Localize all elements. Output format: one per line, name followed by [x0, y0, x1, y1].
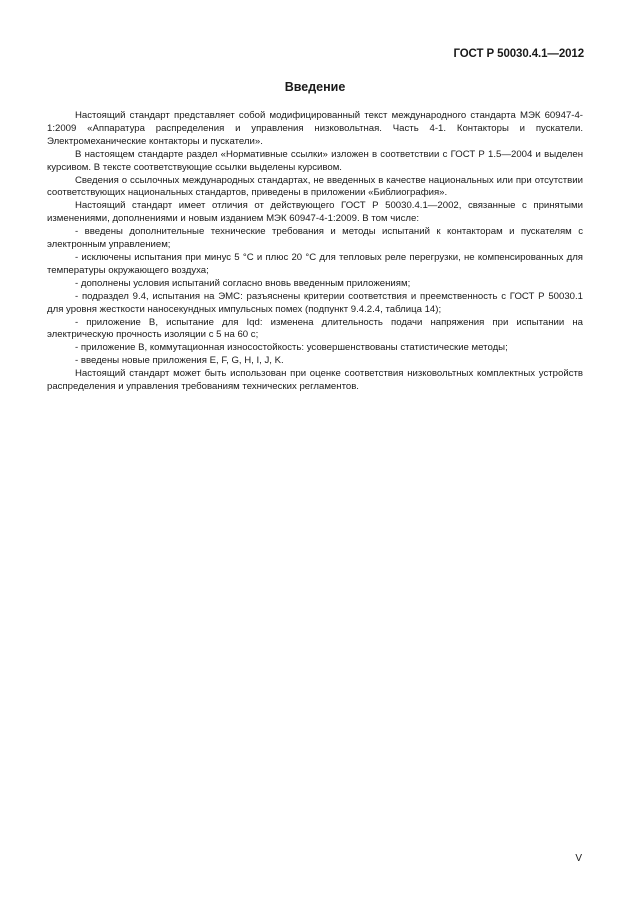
paragraph-conformity: Настоящий стандарт может быть использован при оценке соответствия низковольтных комплектных устройств распределения и управления требованиям технических регламентов. — [47, 368, 583, 393]
list-item: - приложение В, испытание для Iqd: изменена длительность подачи напряжения при испытании на электрическую прочность изоляции с 5 на 60 с; — [47, 316, 583, 341]
list-item: - исключены испытания при минус 5 °С и плюс 20 °С для тепловых реле перегрузки, не компенсированных для температуры окружающего воздуха; — [47, 251, 583, 276]
paragraph-differences: Настоящий стандарт имеет отличия от действующего ГОСТ Р 50030.4.1—2002, связанные с принятыми изменениями, дополнениями и новым изданием МЭК 60947-4-1:2009. В том числе: — [47, 200, 583, 225]
page-title: Введение — [284, 80, 346, 94]
list-item: - подраздел 9.4, испытания на ЭМС: разъяснены критерии соответствия и преемственность с ГОСТ Р 50030.1 для уровня жесткости наносекундных импульсных помех (подпункт 9.4.2.4, таблица 14); — [47, 290, 583, 315]
list-item: - введены дополнительные технические требования и методы испытаний к контакторам и пускателям с электронным управлением; — [47, 226, 583, 251]
paragraph-intro: Настоящий стандарт представляет собой модифицированный текст международного стандарта МЭК 60947-4-1:2009 «Аппаратура распределения и управления низковольтная. Часть 4-1. Контакторы и пускатели. Электромеханические контакторы и пускатели». — [47, 110, 583, 147]
paragraph-references-info: Сведения о ссылочных международных стандартах, не введенных в качестве национальных или при отсутствии соответствующих национальных стандартов, приведены в приложении «Библиография». — [47, 174, 583, 199]
document-code: ГОСТ Р 50030.4.1—2012 — [453, 48, 584, 60]
page-number: V — [575, 853, 582, 864]
list-item: - дополнены условия испытаний согласно вновь введенным приложениям; — [75, 277, 411, 289]
list-item: - введены новые приложения E, F, G, H, I, J, K. — [75, 355, 284, 367]
paragraph-normative-refs: В настоящем стандарте раздел «Нормативные ссылки» изложен в соответствии с ГОСТ Р 1.5—2004 и выделен курсивом. В тексте соответствующие ссылки выделены курсивом. — [47, 148, 583, 173]
introduction-text — [47, 110, 583, 394]
list-item: - приложение В, коммутационная износостойкость: усовершенствованы статистические методы; — [75, 342, 508, 354]
